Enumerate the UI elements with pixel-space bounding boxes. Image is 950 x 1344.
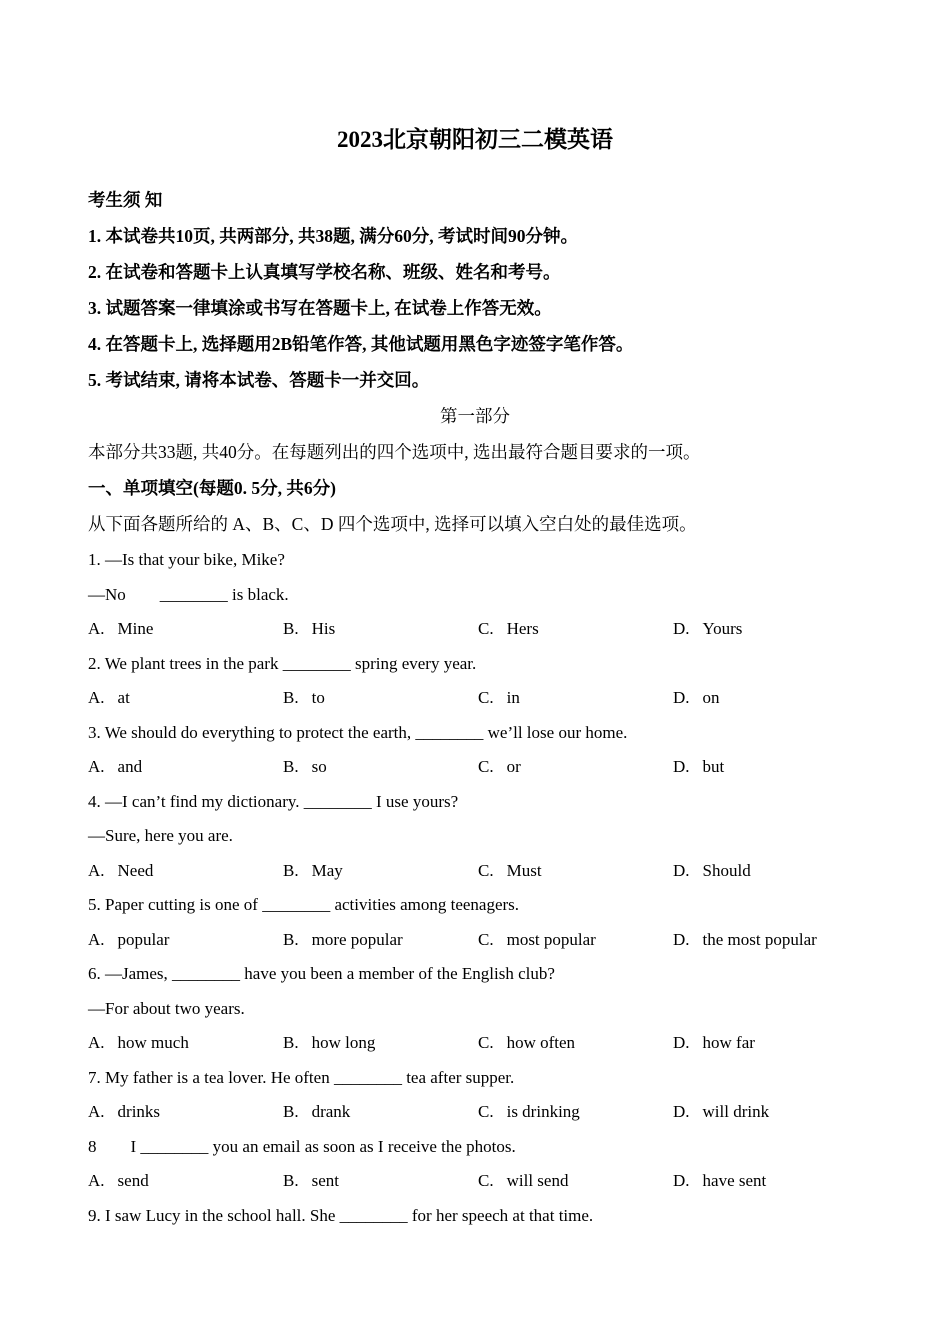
option-letter: D.: [673, 860, 690, 880]
option-letter: C.: [478, 1171, 494, 1190]
question-4-option-B: [283, 860, 478, 881]
option-letter: C.: [478, 757, 494, 776]
question-2-option-A: [88, 687, 283, 708]
option-letter: D.: [673, 1033, 690, 1052]
question-4: [88, 791, 862, 881]
option-letter: B.: [283, 688, 299, 707]
question-2-option-C: [478, 687, 673, 708]
option-text: but: [702, 757, 725, 776]
question-4-option-C: [478, 860, 673, 881]
question-8: [88, 1136, 862, 1192]
option-letter: C.: [478, 688, 494, 707]
question-1-option-C: [478, 618, 673, 639]
question-1-option-D: [673, 618, 862, 639]
question-6-option-B: [283, 1032, 478, 1053]
question-8-option-A: [88, 1170, 283, 1191]
option-text: send: [117, 1171, 149, 1190]
option-letter: B.: [283, 1102, 299, 1121]
notice-item-5: 5. 考试结束, 请将本试卷、答题卡一并交回。: [88, 370, 430, 390]
question-3-stem-line: 3. We should do everything to protect the earth, ________ we’ll lose our home.: [88, 722, 628, 742]
option-letter: C.: [478, 1102, 494, 1121]
question-8-options-row: [88, 1170, 862, 1191]
section-one-intro: 从下面各题所给的 A、B、C、D 四个选项中, 选择可以填入空白处的最佳选项。: [88, 514, 697, 534]
option-letter: A.: [88, 688, 105, 707]
option-letter: C.: [478, 619, 494, 638]
section-one-heading: 一、单项填空(每题0. 5分, 共6分): [88, 478, 336, 498]
question-8-option-B: [283, 1170, 478, 1191]
question-4-stem-line: 4. —I can’t find my dictionary. ________ I use yours?: [88, 791, 459, 811]
notice-item-3: 3. 试题答案一律填涂或书写在答题卡上, 在试卷上作答无效。: [88, 298, 552, 318]
option-letter: C.: [478, 929, 494, 949]
option-text: will send: [506, 1171, 569, 1190]
option-text: how far: [702, 1033, 755, 1052]
option-letter: D.: [673, 757, 690, 776]
questions-list: [88, 549, 862, 1226]
question-7-options-row: [88, 1101, 862, 1122]
question-6: [88, 963, 862, 1053]
option-text: to: [311, 688, 325, 707]
option-letter: B.: [283, 757, 299, 776]
option-text: the most popular: [702, 929, 817, 949]
question-5-option-D: [673, 929, 862, 950]
notice-item-1: 1. 本试卷共10页, 共两部分, 共38题, 满分60分, 考试时间90分钟。: [88, 226, 578, 246]
option-letter: C.: [478, 860, 494, 880]
question-6-option-A: [88, 1032, 283, 1053]
question-1: [88, 549, 862, 639]
option-letter: B.: [283, 1033, 299, 1052]
option-letter: B.: [283, 1171, 299, 1190]
option-text: how often: [506, 1033, 576, 1052]
notice-heading: 考生须 知: [88, 190, 163, 210]
option-letter: A.: [88, 619, 105, 638]
question-5-option-C: [478, 929, 673, 950]
question-7-option-B: [283, 1101, 478, 1122]
question-7: [88, 1067, 862, 1123]
option-letter: A.: [88, 860, 105, 880]
option-letter: C.: [478, 1033, 494, 1052]
option-text: how much: [117, 1033, 189, 1052]
option-text: sent: [311, 1171, 339, 1190]
notice-item-2: 2. 在试卷和答题卡上认真填写学校名称、班级、姓名和考号。: [88, 262, 561, 282]
option-text: so: [311, 757, 327, 776]
question-7-option-C: [478, 1101, 673, 1122]
option-letter: D.: [673, 619, 690, 638]
question-1-option-B: [283, 618, 478, 639]
question-5-stem-line: 5. Paper cutting is one of ________ activities among teenagers.: [88, 895, 520, 914]
question-7-option-D: [673, 1101, 862, 1122]
option-text: Yours: [702, 619, 743, 638]
option-letter: B.: [283, 860, 299, 880]
option-text: May: [311, 860, 343, 880]
option-letter: D.: [673, 929, 690, 949]
option-text: drinks: [117, 1102, 161, 1121]
question-5-options-row: [88, 929, 862, 950]
question-3-option-B: [283, 756, 478, 777]
question-4-option-D: [673, 860, 862, 881]
question-6-option-D: [673, 1032, 862, 1053]
option-letter: D.: [673, 688, 690, 707]
question-4-stem-line: —Sure, here you are.: [88, 826, 233, 845]
question-8-stem-line: 8 I ________ you an email as soon as I receive the photos.: [88, 1136, 516, 1156]
question-9: [88, 1205, 862, 1226]
option-letter: A.: [88, 757, 105, 776]
option-text: and: [117, 757, 143, 776]
option-letter: D.: [673, 1102, 690, 1121]
question-2: [88, 653, 862, 709]
question-4-option-A: [88, 860, 283, 881]
option-text: Must: [506, 860, 542, 880]
question-1-options-row: [88, 618, 862, 639]
option-letter: A.: [88, 929, 105, 949]
question-2-stem-line: 2. We plant trees in the park ________ spring every year.: [88, 653, 477, 673]
option-text: popular: [117, 929, 170, 949]
question-1-stem-line: 1. —Is that your bike, Mike?: [88, 550, 285, 569]
question-5-option-B: [283, 929, 478, 950]
part-one-heading: 第一部分: [440, 406, 510, 426]
option-letter: A.: [88, 1171, 105, 1190]
option-text: most popular: [506, 929, 596, 949]
option-text: Mine: [117, 619, 154, 638]
notice-item-4: 4. 在答题卡上, 选择题用2B铅笔作答, 其他试题用黑色字迹签字笔作答。: [88, 334, 634, 354]
question-2-option-B: [283, 687, 478, 708]
question-2-option-D: [673, 687, 862, 708]
question-7-option-A: [88, 1101, 283, 1122]
option-text: more popular: [311, 929, 403, 949]
option-text: on: [702, 688, 720, 707]
question-6-stem-line: 6. —James, ________ have you been a member of the English club?: [88, 964, 555, 983]
question-2-options-row: [88, 687, 862, 708]
option-text: have sent: [702, 1171, 767, 1190]
question-5-option-A: [88, 929, 283, 950]
question-7-stem-line: 7. My father is a tea lover. He often ________ tea after supper.: [88, 1067, 515, 1087]
option-text: Should: [702, 860, 751, 880]
question-6-stem-line: —For about two years.: [88, 998, 245, 1018]
question-8-option-C: [478, 1170, 673, 1191]
question-4-options-row: [88, 860, 862, 881]
option-text: will drink: [702, 1102, 770, 1121]
question-1-stem-line: —No ________ is black.: [88, 584, 289, 604]
option-text: drank: [311, 1102, 351, 1121]
question-3-option-D: [673, 756, 862, 777]
option-text: how long: [311, 1033, 376, 1052]
question-3-option-A: [88, 756, 283, 777]
question-3-option-C: [478, 756, 673, 777]
option-letter: B.: [283, 619, 299, 638]
option-text: in: [506, 688, 520, 707]
notice-section: [88, 189, 862, 391]
question-9-stem-line: 9. I saw Lucy in the school hall. She ________ for her speech at that time.: [88, 1205, 594, 1225]
option-text: Need: [117, 860, 154, 880]
page-title: 2023北京朝阳初三二模英语: [337, 127, 613, 152]
question-8-option-D: [673, 1170, 862, 1191]
question-3-options-row: [88, 756, 862, 777]
option-text: or: [506, 757, 521, 776]
option-letter: D.: [673, 1171, 690, 1190]
option-letter: A.: [88, 1033, 105, 1052]
option-text: Hers: [506, 619, 539, 638]
question-1-option-A: [88, 618, 283, 639]
option-text: His: [311, 619, 336, 638]
question-6-options-row: [88, 1032, 862, 1053]
option-text: at: [117, 688, 130, 707]
question-3: [88, 722, 862, 778]
option-letter: A.: [88, 1102, 105, 1121]
question-5: [88, 894, 862, 950]
option-letter: B.: [283, 929, 299, 949]
part-one-intro: 本部分共33题, 共40分。在每题列出的四个选项中, 选出最符合题目要求的一项。: [88, 442, 701, 462]
question-6-option-C: [478, 1032, 673, 1053]
option-text: is drinking: [506, 1102, 580, 1121]
